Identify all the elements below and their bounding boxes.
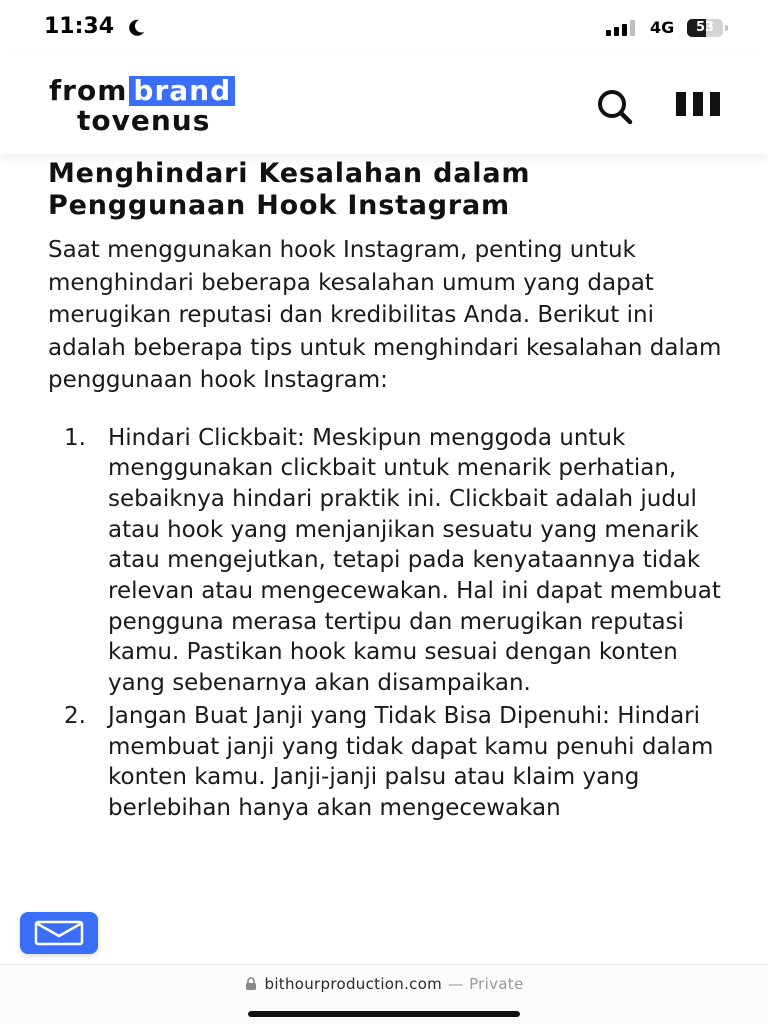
signal-icon: [606, 20, 638, 36]
menu-button[interactable]: [674, 88, 722, 120]
network-label: 4G: [650, 18, 675, 37]
home-indicator[interactable]: [248, 1011, 520, 1017]
email-button[interactable]: [20, 912, 98, 954]
site-logo[interactable]: [49, 74, 279, 138]
search-button[interactable]: [594, 86, 634, 126]
logo-text-from: from: [49, 74, 128, 107]
status-time: 11:34: [44, 14, 115, 39]
article-heading: Menghindari Kesalahan dalam Penggunaan Hook Instagram: [48, 158, 531, 221]
list-item-text: Jangan Buat Janji yang Tidak Bisa Dipenuhi: Hindari membuat janji yang tidak dapat kamu penuhi dalam konten kamu. Janji-janji palsu atau klaim yang berlebihan hanya akan mengecewakan: [108, 702, 714, 821]
search-icon: [594, 86, 634, 126]
private-mode-label: Private: [469, 975, 524, 993]
status-bar: [0, 0, 768, 56]
battery-icon: [687, 19, 727, 37]
list-item: [48, 701, 728, 824]
site-header: [0, 56, 768, 154]
list-item-number: 1.: [64, 424, 86, 451]
list-item-text: Hindari Clickbait: Meskipun menggoda untuk menggunakan clickbait untuk menarik perhatian, sebaiknya hindari praktik ini. Clickbait adalah judul atau hook yang menjanjikan sesuatu yang menarik atau mengejutkan, tetapi pada kenyataannya tidak relevan atau mengecewakan. Hal ini dapat membuat pengguna merasa tertipu dan merugikan reputasi kamu. Pastikan hook kamu sesuai dengan konten yang sebenarnya akan disampaikan.: [108, 424, 721, 697]
lock-icon: [245, 977, 257, 990]
article-body: [48, 158, 728, 826]
list-item-number: 2.: [64, 702, 86, 729]
logo-text-tovenus: tovenus: [77, 104, 211, 137]
browser-address-bar[interactable]: [0, 964, 768, 1024]
mail-icon: [34, 920, 84, 946]
moon-icon: [126, 18, 146, 38]
list-item: [48, 423, 728, 699]
url-separator: —: [448, 975, 464, 993]
url-domain: bithourproduction.com: [264, 975, 443, 993]
logo-text-brand: brand: [129, 76, 235, 106]
tips-list: [48, 423, 728, 824]
battery-level: 53: [695, 20, 715, 35]
article-intro: Saat menggunakan hook Instagram, penting untuk menghindari beberapa kesalahan umum yang dapat merugikan reputasi dan kredibilitas Anda. Berikut ini adalah beberapa tips untuk menghindari kesalahan dalam penggunaan hook Instagram:: [48, 237, 722, 393]
